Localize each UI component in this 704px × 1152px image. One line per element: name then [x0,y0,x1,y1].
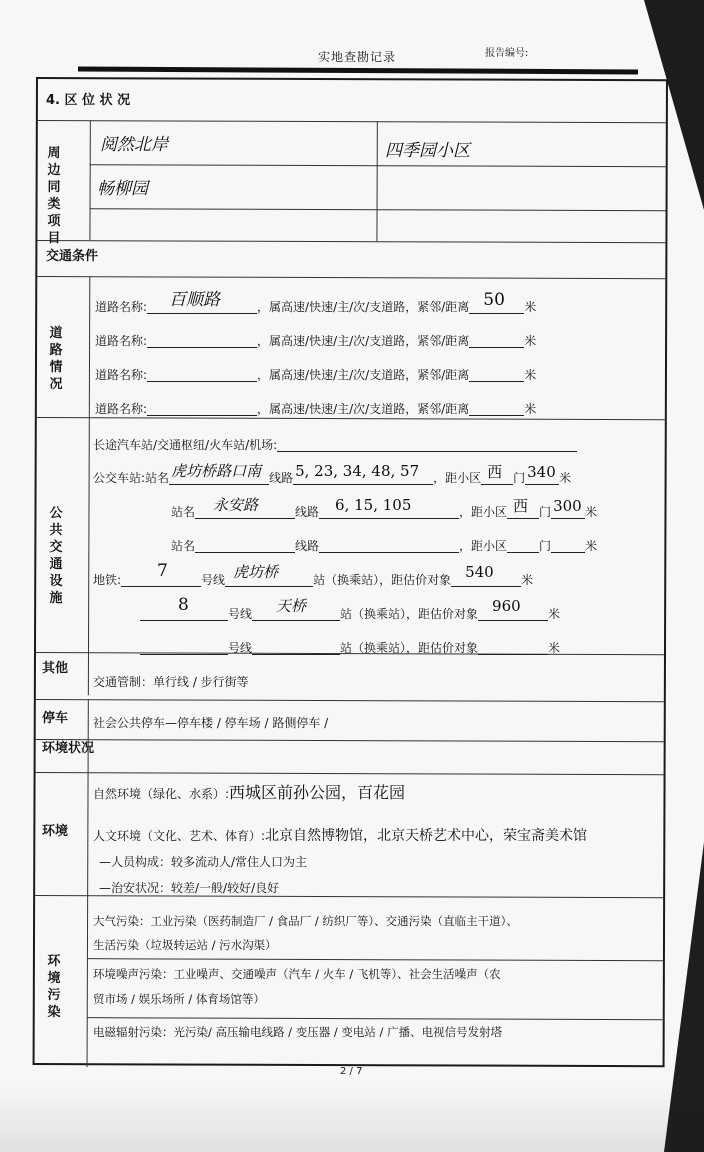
rule [87,958,663,961]
nearby-project: 阅然北岸 [100,135,168,155]
bus-stop-row: 站名 永安路 线路 6, 15, 105 ，距小区 西 门 300 米 [171,496,598,519]
section-title: 4. 区 位 状 况 [46,93,131,108]
road-row: 道路名称: ，属高速/快速/主/次/支道路，紧邻/距离 米 [95,334,537,348]
page-number: 2 / 7 [340,1066,363,1077]
rule [87,1017,663,1020]
people-composition: —人员构成：较多流动人/常住人口为主 [99,855,308,869]
bus-stop-row: 公交车站:站名 虎坊桥路口南 线路 5, 23, 34, 48, 57 ，距小区 西 门 340 米 [93,462,572,485]
other-text: 交通管制：单行线 / 步行街等 [93,675,249,689]
road-distance-value: 50 [483,290,505,310]
rule [36,772,664,775]
noise-pollution-cont: 贸市场 / 娱乐场所 / 体育场馆等） [93,992,265,1006]
rule [87,772,89,1067]
road-row: 道路名称: 百顺路 ，属高速/快速/主/次/支道路，紧邻/距离 50 米 [95,290,537,314]
cultural-environment-row: 人文环境（文化、艺术、体育）:北京自然博物馆，北京天桥艺术中心，荣宝斋美术馆 [93,828,588,844]
radiation-pollution: 电磁辐射污染：光污染/ 高压输电线路 / 变压器 / 变电站 / 广播、电视信号发射塔 [93,1025,503,1039]
natural-environment-row: 自然环境（绿化、水系）:西城区前孙公园，百花园 [93,783,406,802]
header-title: 实地查勘记录 [318,50,397,64]
shadow [664,842,704,1152]
road-name-value: 百顺路 [169,290,221,310]
public-transport-label: 公 共 交 通 设 施 [49,506,63,606]
parking-label: 停车 [42,711,69,726]
air-pollution-cont: 生活污染（垃圾转运站 / 污水沟渠） [93,938,277,952]
report-number-label: 报告编号: [485,48,529,59]
rule [36,739,664,742]
long-distance-row: 长途汽车站/交通枢纽/火车站/机场: [93,437,577,452]
rule [376,121,377,241]
pollution-label: 环 境 污 染 [47,954,61,1020]
traffic-title: 交通条件 [46,249,99,264]
subway-row: 地铁: 7 号线 虎坊桥 站（换乘站），距估价对象 540 米 [93,561,534,587]
air-pollution: 大气污染：工业污染（医药制造厂 / 食品厂 / 纺织厂等）、交通污染（直临主干道）、 [93,914,518,928]
nearby-label: 周 边 同 类 项 目 [47,146,61,246]
parking-text: 社会公共停车—停车楼 / 停车场 / 路侧停车 / [93,716,329,730]
environment-title: 环境状况 [42,741,95,756]
shadow [0,1082,704,1152]
rule [37,240,665,243]
shadow [644,0,704,210]
nearby-project: 四季园小区 [385,141,470,161]
security-status: —治安状况：较差/一般/较好/良好 [99,881,280,895]
header-rule [78,67,638,75]
rule [36,699,664,702]
nearby-project: 畅柳园 [97,179,148,199]
noise-pollution: 环境噪声污染：工业噪声、交通噪声（汽车 / 火车 / 飞机等）、社会生活噪声（农 [93,967,501,981]
rule [88,276,90,695]
rule [89,120,90,240]
rule [37,276,665,279]
road-row: 道路名称: ，属高速/快速/主/次/支道路，紧邻/距离 米 [95,368,537,382]
rule [35,895,663,898]
subway-row: 号线 站（换乘站），距估价对象 米 [140,640,560,655]
bus-stop-row: 站名 线路 ，距小区 门 米 [171,539,598,553]
other-label: 其他 [42,661,69,676]
environment-label: 环境 [42,824,69,839]
rule [37,417,665,420]
subway-row: 8 号线 天桥 站（换乘站），距估价对象 960 米 [140,606,560,621]
rule [88,699,89,772]
rule [38,120,666,123]
road-label: 道 路 情 况 [49,326,63,392]
road-row: 道路名称: ，属高速/快速/主/次/支道路，紧邻/距离 米 [95,402,537,416]
